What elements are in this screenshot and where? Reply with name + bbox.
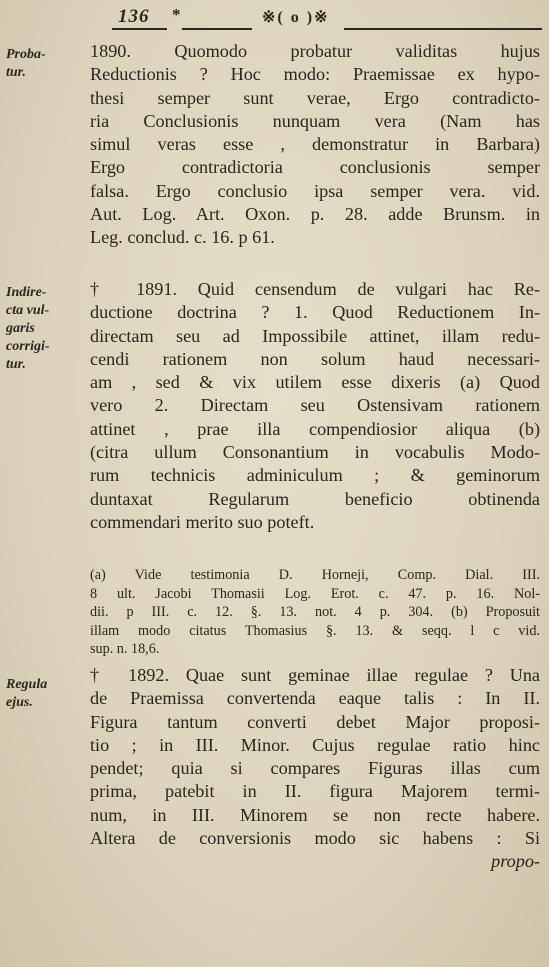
footnote-line: sup. n. 18,6. <box>90 641 160 657</box>
text-line: Aut. Log. Art. Oxon. p. 28. adde Brunsm. in <box>90 204 540 225</box>
page-number: 136 <box>118 6 150 27</box>
text-line: † 1892. Quae sunt geminae illae regulae ? Una <box>90 665 540 685</box>
margin-note-regula <box>6 676 88 712</box>
asterisk-mark: * <box>172 5 181 24</box>
text-line: Altera de conversionis modo sic habens : Si <box>90 828 540 849</box>
text-line: Leg. conclud. c. 16. p 61. <box>90 227 275 248</box>
margin-note-line: ejus. <box>6 695 33 710</box>
text-line: de Praemissa convertenda eaque talis : In II. <box>90 688 540 709</box>
text-line: duntaxat Regularum beneficio obtinenda <box>90 488 540 509</box>
paragraph-1891 <box>90 278 540 534</box>
margin-note-line: tur. <box>6 357 26 372</box>
footnote-line: (a) Vide testimonia D. Horneji, Comp. Dial. III. <box>90 567 540 583</box>
text-line: num, in III. Minorem se non recte habere. <box>90 804 540 825</box>
text-line: directam seu ad Impossibile attinet, illam redu- <box>90 325 540 346</box>
footnote-line: dii. p III. c. 12. §. 13. not. 4 p. 304. (b) Proposuit <box>90 604 540 620</box>
running-header <box>112 4 542 30</box>
header-rule <box>344 28 542 30</box>
footnote-block <box>90 566 540 659</box>
margin-note-line: corrigi- <box>6 339 50 354</box>
text-line: thesi semper sunt verae, Ergo contradicto- <box>90 87 540 108</box>
text-line: rum technicis adminiculum ; & geminorum <box>90 465 540 486</box>
margin-note-indirecta <box>6 284 88 374</box>
text-line: prima, patebit in II. figura Majorem termi- <box>90 781 540 802</box>
footnote-line: illam modo citatus Thomasius §. 13. & seqq. l c vid. <box>90 622 540 639</box>
text-line: vero 2. Directam seu Ostensivam rationem <box>90 395 540 416</box>
header-rule <box>182 28 252 30</box>
text-line: commendari merito suo poteft. <box>90 511 315 532</box>
margin-note-line: Regula <box>6 677 48 692</box>
text-line: cendi rationem non solum haud necessari- <box>90 348 540 369</box>
margin-note-line: tur. <box>6 65 26 80</box>
text-line: simul veras esse , demonstratur in Barbara) <box>90 134 540 155</box>
text-line: falsa. Ergo conclusio ipsa semper vera. vid. <box>90 180 540 201</box>
text-line: ria Conclusionis nunquam vera (Nam has <box>90 110 540 131</box>
text-line: Ergo contradictoria conclusionis semper <box>90 157 540 178</box>
margin-note-line: Proba- <box>6 47 46 62</box>
text-line: (citra ullum Consonantium in vocabulis Modo- <box>90 442 540 463</box>
text-line: attinet , prae illa compendiosior aliqua (b) <box>90 418 540 439</box>
paragraph-1892 <box>90 664 540 874</box>
text-line: pendet; quia si compares Figuras illas cum <box>90 758 540 779</box>
margin-note-line: Indire- <box>6 285 47 300</box>
header-ornament: ※( o )※ <box>262 9 330 26</box>
paragraph-1890 <box>90 40 540 250</box>
text-line: ductione doctrina ? 1. Quod Reductionem In- <box>90 302 540 323</box>
text-line: † 1891. Quid censendum de vulgari hac Re- <box>90 279 540 299</box>
text-line: Reductionis ? Hoc modo: Praemissae ex hypo- <box>90 64 540 85</box>
footnote-line: 8 ult. Jacobi Thomasii Log. Erot. c. 47. p. 16. Nol- <box>90 585 540 602</box>
margin-note-line: cta vul- <box>6 303 50 318</box>
margin-note-probatur <box>6 46 88 82</box>
text-line: am , sed & vix utilem esse dixeris (a) Quod <box>90 372 540 393</box>
text-line: 1890. Quomodo probatur validitas hujus <box>90 41 540 61</box>
margin-note-line: garis <box>6 321 35 336</box>
text-line: Figura tantum converti debet Major proposi- <box>90 711 540 732</box>
header-rule <box>112 28 167 30</box>
text-line: tio ; in III. Minor. Cujus regulae ratio hinc <box>90 734 540 755</box>
catchword: propo- <box>491 851 540 872</box>
